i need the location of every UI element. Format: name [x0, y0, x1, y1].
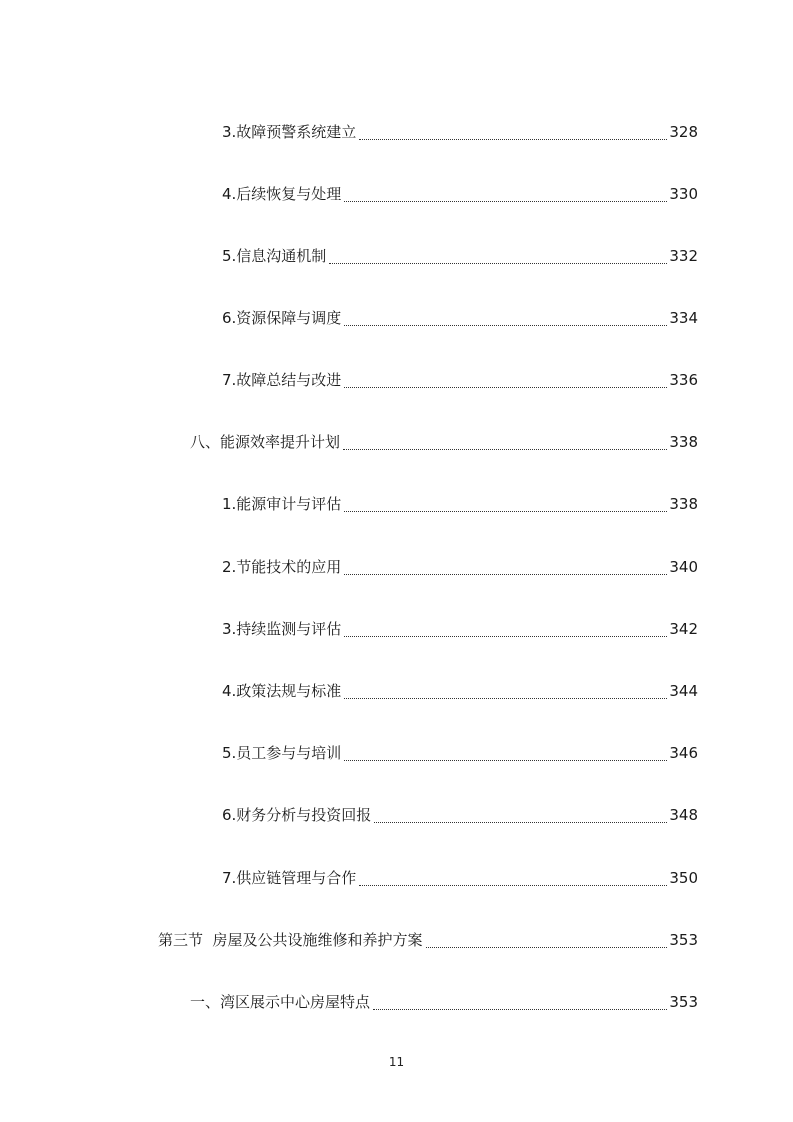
toc-entry[interactable] [222, 742, 698, 764]
toc-entry-label: 2.节能技术的应用 [222, 558, 342, 576]
toc-entry-page: 353 [669, 993, 698, 1011]
toc-entry[interactable] [222, 369, 698, 391]
toc-entry-page: 350 [669, 869, 698, 887]
toc-entry-page: 330 [669, 185, 698, 203]
toc-entry[interactable] [222, 804, 698, 826]
toc-entry[interactable] [222, 183, 698, 205]
toc-dot-leader [343, 449, 667, 450]
toc-entry[interactable] [222, 121, 698, 143]
toc-entry-page: 332 [669, 247, 698, 265]
toc-dot-leader [359, 885, 667, 886]
toc-entry[interactable] [222, 493, 698, 515]
toc-dot-leader [344, 698, 667, 699]
toc-dot-leader [344, 511, 667, 512]
toc-dot-leader [344, 325, 667, 326]
toc-dot-leader [344, 574, 667, 575]
toc-entry-page: 334 [669, 309, 698, 327]
toc-entry[interactable] [222, 245, 698, 267]
toc-entry-page: 328 [669, 123, 698, 141]
toc-entry-page: 338 [669, 495, 698, 513]
toc-entry-label: 3.持续监测与评估 [222, 620, 342, 638]
toc-entry-page: 353 [669, 931, 698, 949]
toc-entry-label: 4.政策法规与标准 [222, 682, 342, 700]
toc-entry-label: 3.故障预警系统建立 [222, 123, 357, 141]
toc-entry-page: 348 [669, 806, 698, 824]
toc-entry-label: 八、能源效率提升计划 [190, 433, 341, 451]
toc-entry-page: 344 [669, 682, 698, 700]
toc-entry-label: 5.员工参与与培训 [222, 744, 342, 762]
toc-entry[interactable] [158, 929, 698, 951]
toc-entry[interactable] [222, 618, 698, 640]
toc-entry-page: 346 [669, 744, 698, 762]
page-number: 11 [388, 1055, 405, 1069]
toc-dot-leader [329, 263, 667, 264]
toc-entry-label: 6.资源保障与调度 [222, 309, 342, 327]
toc-entry-label: 1.能源审计与评估 [222, 495, 342, 513]
toc-entry-label: 5.信息沟通机制 [222, 247, 327, 265]
toc-dot-leader [344, 201, 667, 202]
toc-entry-label: 7.供应链管理与合作 [222, 869, 357, 887]
toc-dot-leader [344, 760, 667, 761]
toc-dot-leader [426, 947, 668, 948]
toc-entry[interactable] [222, 680, 698, 702]
toc-entry-label: 第三节 房屋及公共设施维修和养护方案 [158, 931, 423, 949]
toc-entry-page: 336 [669, 371, 698, 389]
toc-entry-page: 342 [669, 620, 698, 638]
toc-entry[interactable] [222, 556, 698, 578]
toc-dot-leader [373, 1009, 667, 1010]
toc-entry[interactable] [222, 307, 698, 329]
toc-dot-leader [374, 822, 667, 823]
toc-dot-leader [344, 636, 667, 637]
toc-entry-label: 4.后续恢复与处理 [222, 185, 342, 203]
toc-entry-label: 6.财务分析与投资回报 [222, 806, 372, 824]
toc-entry-page: 338 [669, 433, 698, 451]
toc-dot-leader [359, 139, 667, 140]
toc-entry-label: 7.故障总结与改进 [222, 371, 342, 389]
toc-entry[interactable] [190, 431, 698, 453]
toc-entry-page: 340 [669, 558, 698, 576]
toc-entry-label: 一、湾区展示中心房屋特点 [190, 993, 371, 1011]
toc-entry[interactable] [222, 867, 698, 889]
toc-entry[interactable] [190, 991, 698, 1013]
toc-dot-leader [344, 387, 667, 388]
